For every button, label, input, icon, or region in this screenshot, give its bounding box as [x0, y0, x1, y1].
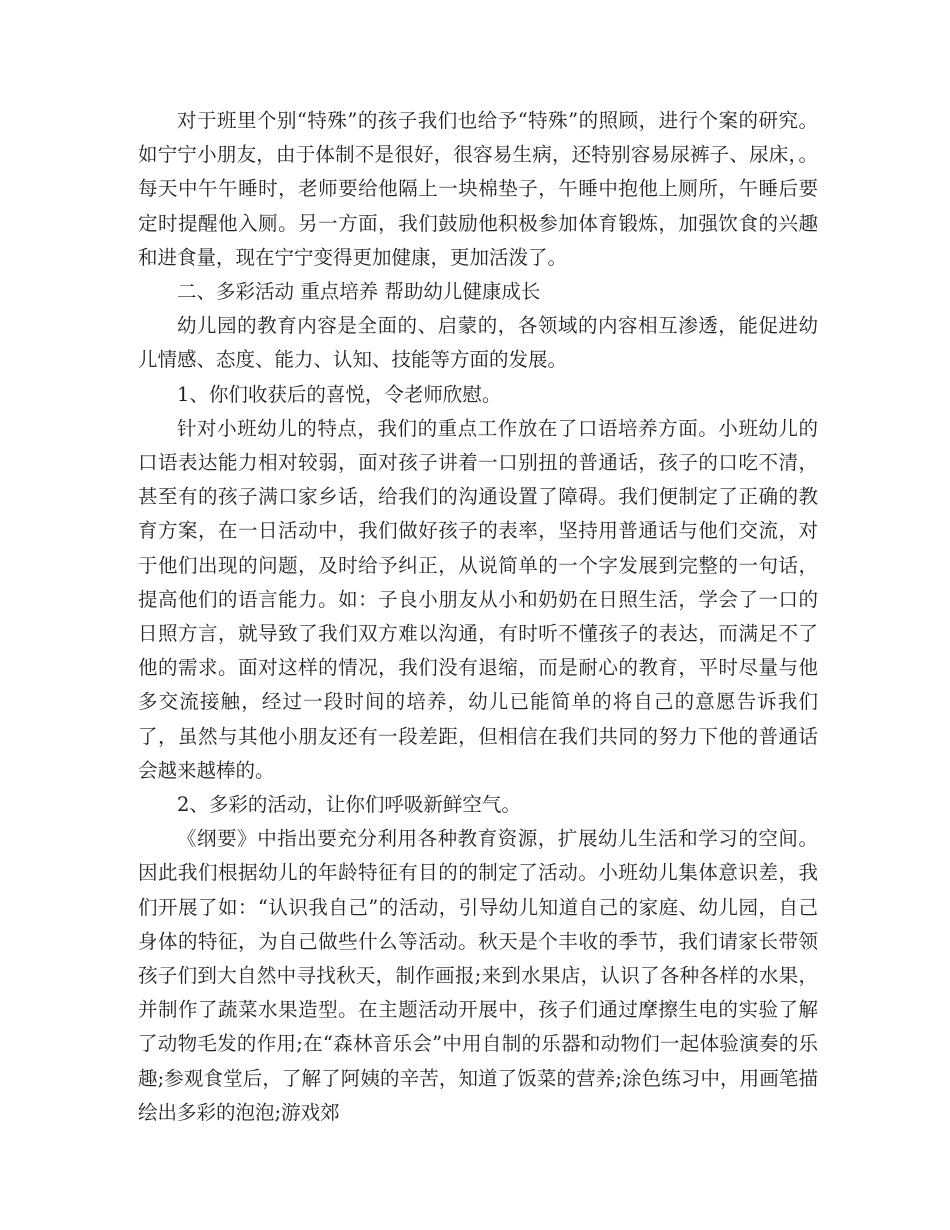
section-heading-activities: 二、多彩活动 重点培养 帮助幼儿健康成长 — [177, 280, 541, 304]
paragraph-special-care: 对于班里个别“特殊”的孩子我们也给予“特殊”的照顾，进行个案的研究。如宁宁小朋友，由于体制不是很好，很容易生病，还特别容易尿裤子、尿床，。每天中午午睡时，老师要给他隔上一块棉垫子，午睡中抱他上厕所，午睡后要定时提醒他入厕。另一方面，我们鼓励他积极参加体育锻炼，加强饮食的兴趣和进食量，现在宁宁变得更加健康，更加活泼了。 — [138, 109, 818, 269]
subheading-harvest-joy: 1、你们收获后的喜悦，令老师欣慰。 — [177, 382, 502, 406]
paragraph-outline-activities: 《纲要》中指出要充分利用各种教育资源，扩展幼儿生活和学习的空间。因此我们根据幼儿的年龄特征有目的的制定了活动。小班幼儿集体意识差，我们开展了如：“认识我自己”的活动，引导幼儿知道自己的家庭、幼儿园，自己身体的特征，为自己做些什么等活动。秋天是个丰收的季节，我们请家长带领孩子们到大自然中寻找秋天，制作画报;来到水果店，认识了各种各样的水果，并制作了蔬菜水果造型。在主题活动开展中，孩子们通过摩擦生电的实验了解了动物毛发的作用;在“森林音乐会”中用自制的乐器和动物们一起体验演奏的乐趣;参观食堂后，了解了阿姨的辛苦，知道了饭菜的营养;涂色练习中，用画笔描绘出多彩的泡泡;游戏郊 — [138, 827, 818, 1124]
subheading-colorful-activities: 2、多彩的活动，让你们呼吸新鲜空气。 — [177, 793, 521, 817]
paragraph-education-content: 幼儿园的教育内容是全面的、启蒙的，各领域的内容相互渗透，能促进幼儿情感、态度、能力、认知、技能等方面的发展。 — [138, 314, 818, 372]
document-body — [138, 104, 818, 1130]
paragraph-oral-training: 针对小班幼儿的特点，我们的重点工作放在了口语培养方面。小班幼儿的口语表达能力相对较弱，面对孩子讲着一口别扭的普通话，孩子的口吃不清，甚至有的孩子满口家乡话，给我们的沟通设置了障碍。我们便制定了正确的教育方案，在一日活动中，我们做好孩子的表率，坚持用普通话与他们交流，对于他们出现的问题，及时给予纠正，从说简单的一个字发展到完整的一句话，提高他们的语言能力。如：子良小朋友从小和奶奶在日照生活，学会了一口的日照方言，就导致了我们双方难以沟通，有时听不懂孩子的表达，而满足不了他的需求。面对这样的情况，我们没有退缩，而是耐心的教育，平时尽量与他多交流接触，经过一段时间的培养，幼儿已能简单的将自己的意愿告诉我们了，虽然与其他小朋友还有一段差距，但相信在我们共同的努力下他的普通话会越来越棒的。 — [138, 416, 818, 782]
